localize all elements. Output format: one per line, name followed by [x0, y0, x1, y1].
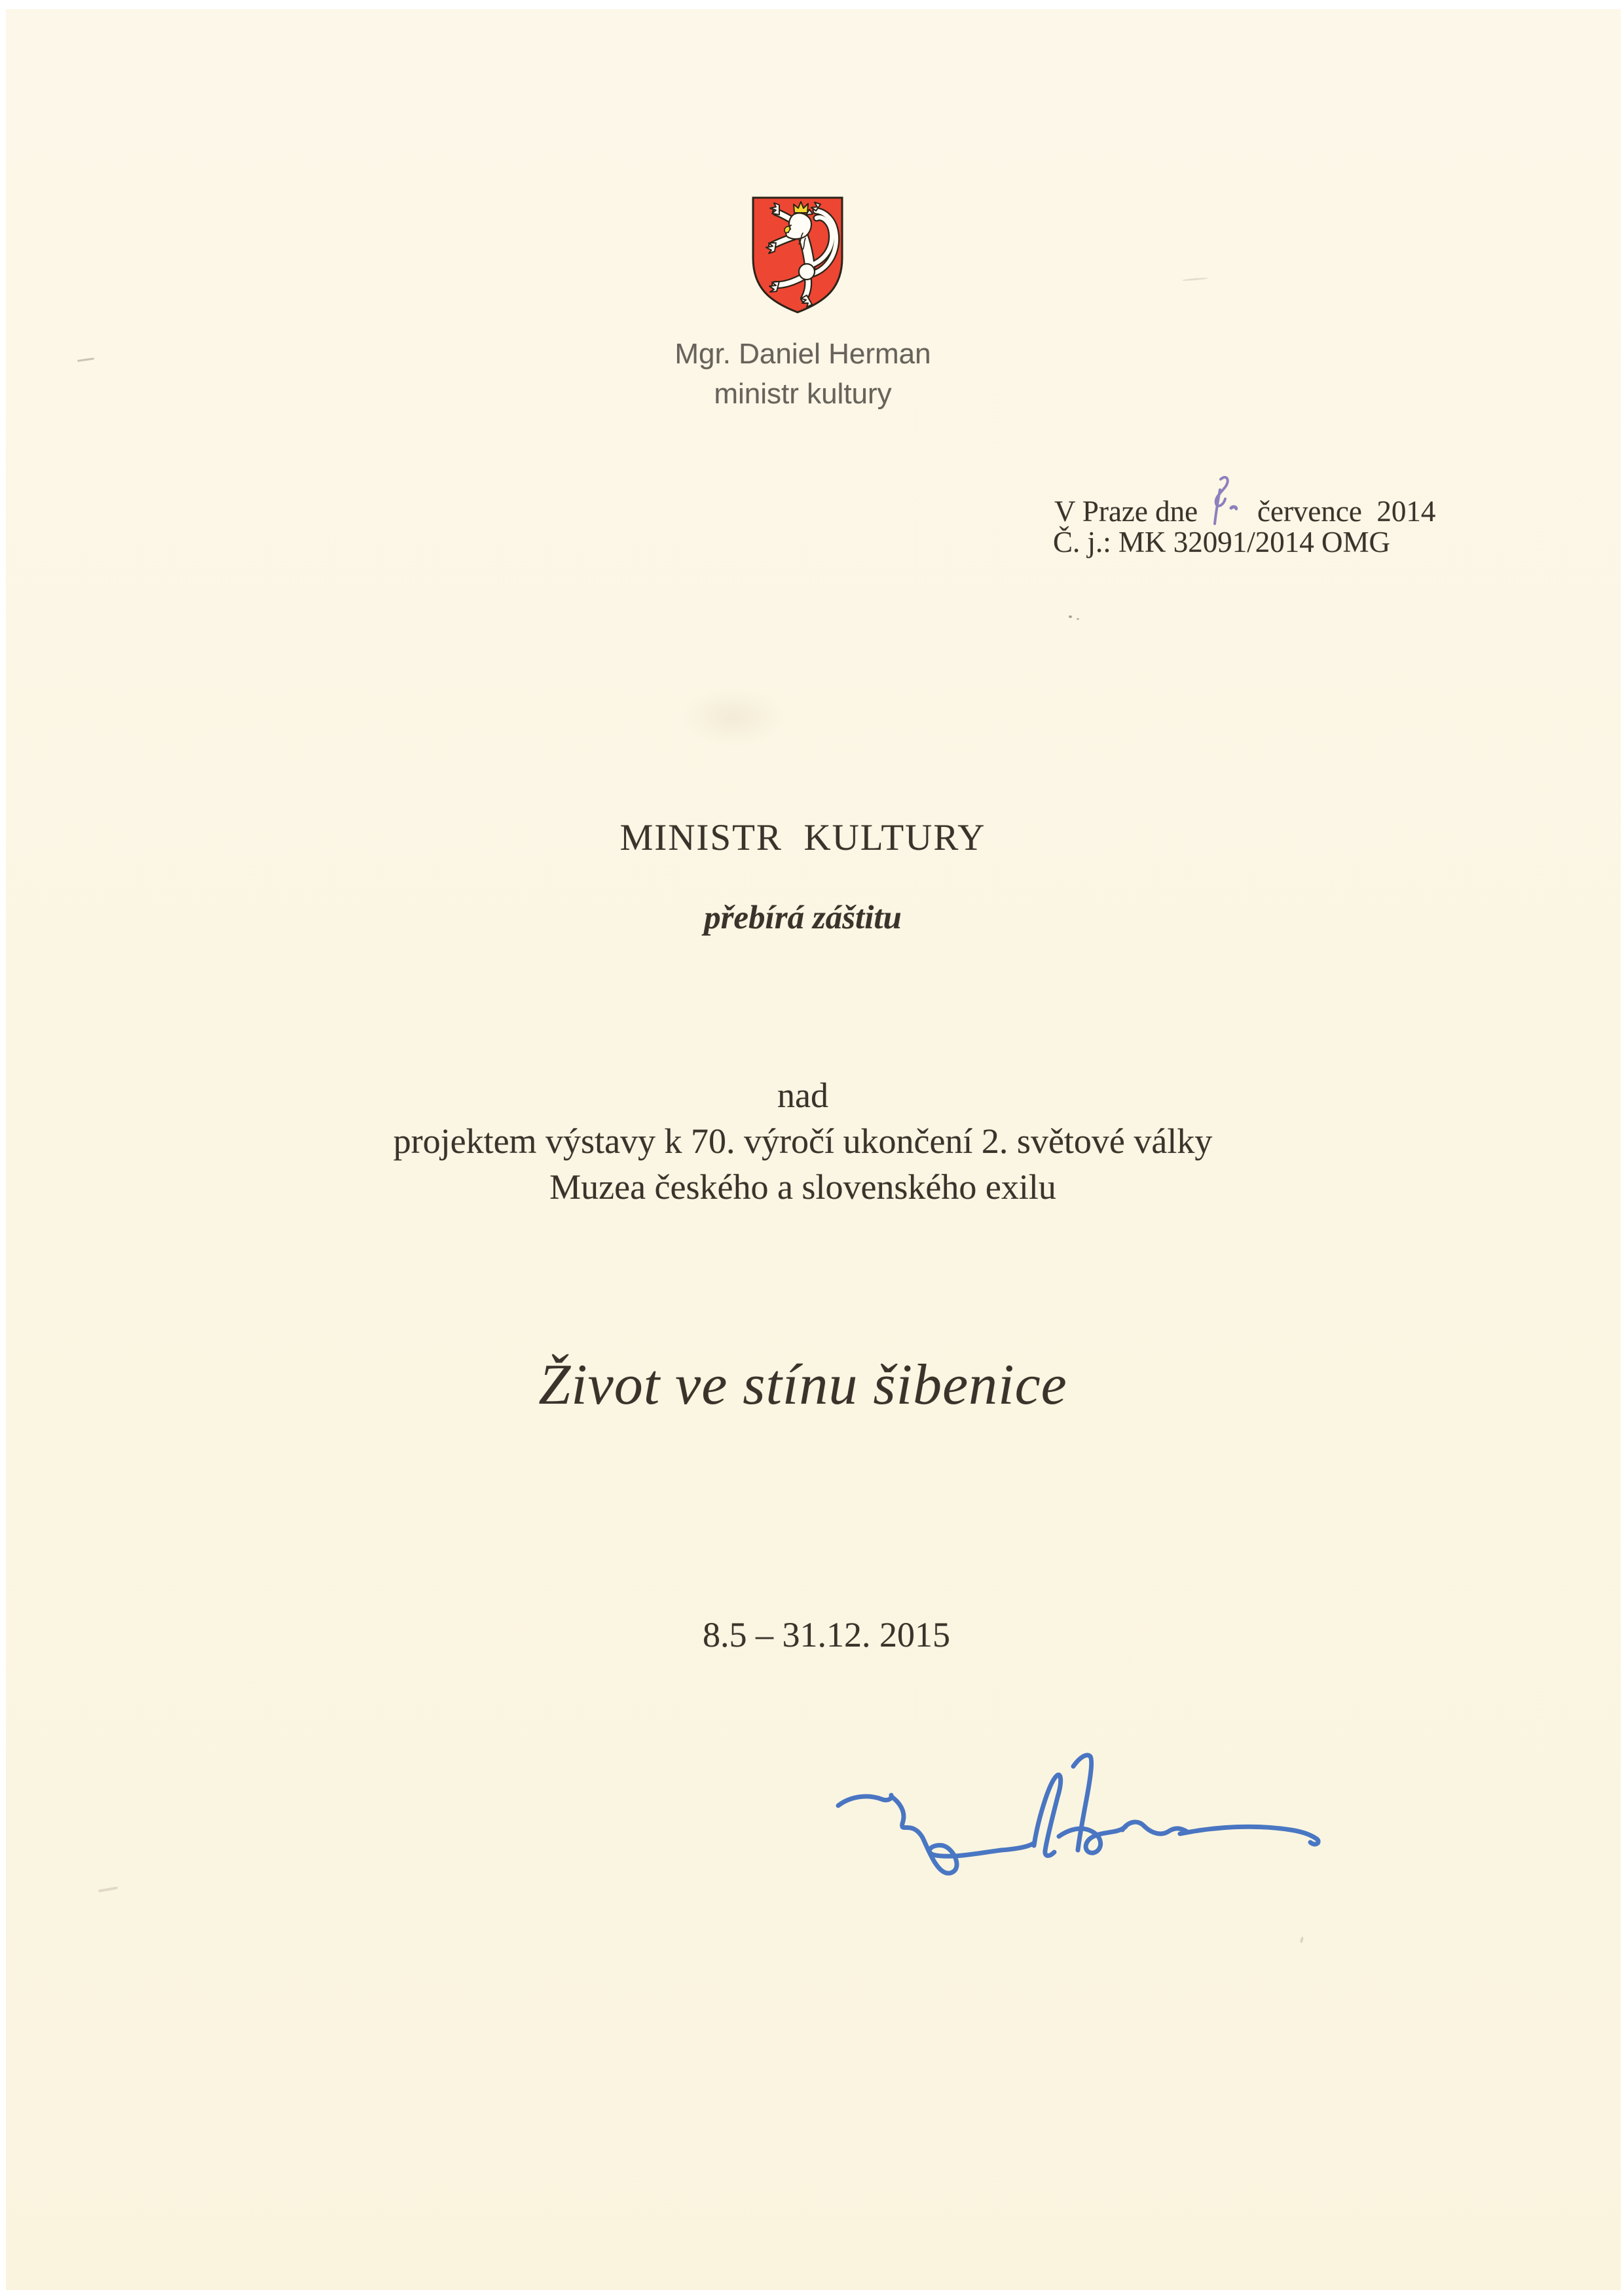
czech-coat-of-arms-icon [748, 192, 847, 317]
scan-smudge [681, 687, 786, 746]
place-date-prefix: V Praze dne [1054, 495, 1198, 528]
minister-name: Mgr. Daniel Herman [674, 338, 931, 370]
patronage-line-1: nad [777, 1076, 828, 1115]
minister-role: ministr kultury [714, 378, 892, 410]
letterhead [0, 340, 1606, 409]
lion-tongue [784, 227, 790, 233]
file-number: Č. j.: MK 32091/2014 OMG [1053, 526, 1391, 558]
patronage-line-3: Muzea českého a slovenského exilu [549, 1167, 1056, 1207]
heading-minister-kultury: MINISTR KULTURY [619, 817, 986, 858]
patronage-line-2: projektem výstavy k 70. výročí ukončení 2. světové války [393, 1121, 1213, 1161]
scan-speck [1077, 618, 1079, 620]
handwritten-day-numeral [1201, 470, 1238, 532]
place-date-suffix: července 2014 [1257, 495, 1436, 528]
exhibition-title: Život ve stínu šibenice [538, 1353, 1067, 1417]
patronage-paragraph [0, 1072, 1606, 1210]
daniel-herman-signature [826, 1739, 1337, 1889]
exhibition-dates: 8.5 – 31.12. 2015 [703, 1615, 950, 1654]
scan-speck [1069, 615, 1072, 618]
subheading-prebira-zastitu: přebírá záštitu [704, 900, 902, 936]
